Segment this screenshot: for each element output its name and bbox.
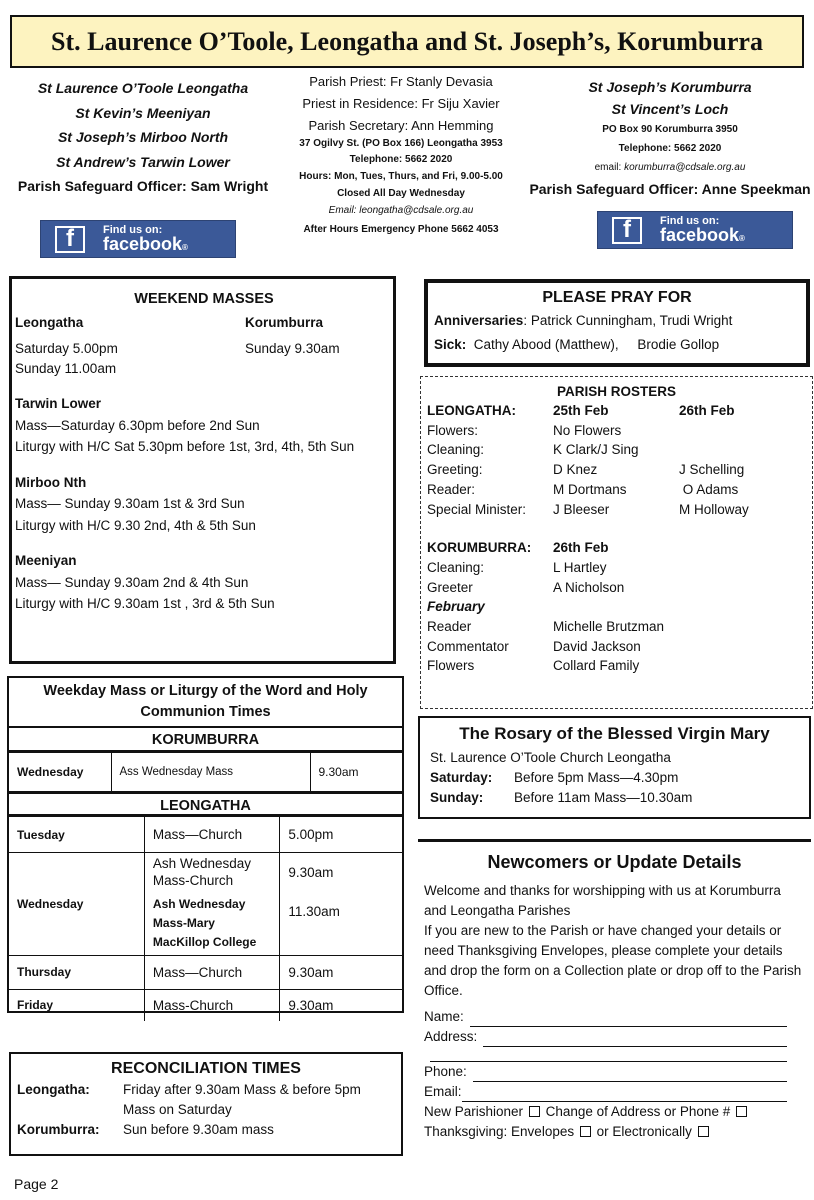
service-cell: Mass—Church xyxy=(144,817,279,853)
change-address-checkbox[interactable] xyxy=(736,1106,747,1117)
list-item xyxy=(427,460,806,480)
reconciliation-box xyxy=(9,1052,403,1156)
rosary-sunday-text: Before 11am Mass—10.30am xyxy=(514,790,693,805)
parish-rosters-box xyxy=(420,376,813,709)
phone-input-line[interactable] xyxy=(473,1067,787,1082)
thanksgiving-options xyxy=(424,1122,805,1142)
envelopes-checkbox[interactable] xyxy=(580,1126,591,1137)
weekday-title: Weekday Mass or Liturgy of the Word and Holy Communion Times xyxy=(9,678,402,728)
parish-name: St Kevin’s Meeniyan xyxy=(75,104,211,121)
phone-field[interactable] xyxy=(424,1062,805,1082)
list-item xyxy=(427,480,806,500)
roster-name: M Holloway xyxy=(679,501,749,517)
roster-leongatha-label: LEONGATHA: xyxy=(427,403,516,418)
reconciliation-korumburra-text: Sun before 9.30am mass xyxy=(123,1122,274,1137)
rosary-box xyxy=(418,716,811,819)
leongatha-weekday-table xyxy=(9,816,402,1021)
roster-role: Cleaning: xyxy=(427,442,485,458)
priest-in-residence: Priest in Residence: Fr Siju Xavier xyxy=(302,96,500,111)
please-pray-title: PLEASE PRAY FOR xyxy=(542,289,692,306)
list-item xyxy=(427,578,806,598)
thanksgiving-label: Thanksgiving: Envelopes xyxy=(424,1124,575,1139)
parish-name: St Joseph’s Mirboo North xyxy=(57,129,229,145)
electronically-checkbox[interactable] xyxy=(698,1126,709,1137)
emergency-phone: After Hours Emergency Phone 5662 4053 xyxy=(303,224,499,235)
roster-role: Cleaning: xyxy=(427,559,485,575)
table-row xyxy=(9,955,402,989)
table-row xyxy=(9,989,402,1021)
roster-name: M Dortmans xyxy=(553,481,627,497)
facebook-wordmark: facebook xyxy=(660,225,740,245)
facebook-icon: f xyxy=(55,226,85,253)
facebook-button-korumburra[interactable] xyxy=(597,211,793,249)
address-input-line-2[interactable] xyxy=(430,1047,787,1062)
roster-role: Reader xyxy=(427,619,472,635)
roster-korumburra-label: KORUMBURRA: xyxy=(427,540,532,556)
list-item xyxy=(427,637,806,657)
table-row xyxy=(9,853,402,892)
anniversaries-label: Anniversaries xyxy=(434,313,524,328)
address-field[interactable] xyxy=(424,1027,805,1047)
roster-name: A Nicholson xyxy=(553,579,625,595)
list-item xyxy=(427,440,806,460)
reconciliation-leongatha-text: Friday after 9.30am Mass & before 5pm Mass on Saturday xyxy=(123,1082,361,1117)
roster-name: Collard Family xyxy=(553,658,640,674)
name-field[interactable] xyxy=(424,1007,805,1027)
roster-february-label: February xyxy=(427,599,485,615)
time-cell: 9.30am xyxy=(310,753,402,792)
korumburra-heading: Korumburra xyxy=(245,315,324,330)
newcomers-form xyxy=(418,839,811,1151)
roster-role: Reader: xyxy=(427,481,476,497)
service-cell: Mass—Church xyxy=(144,955,279,989)
anniversaries-names: : Patrick Cunningham, Trudi Wright xyxy=(523,313,733,328)
service-cell: Ass Wednesday Mass xyxy=(111,753,310,792)
time-cell: 9.30am xyxy=(280,853,402,892)
korumburra-po-box: PO Box 90 Korumburra 3950 xyxy=(602,124,738,135)
weekend-masses-title: WEEKEND MASSES xyxy=(134,291,274,307)
page-banner xyxy=(10,15,804,68)
mirboo-liturgy: Liturgy with H/C 9.30 2nd, 4th & 5th Sun xyxy=(15,517,256,533)
office-closed: Closed All Day Wednesday xyxy=(337,188,465,199)
email-input-line[interactable] xyxy=(462,1087,787,1102)
list-item xyxy=(427,617,806,637)
newcomers-info: If you are new to the Parish or have changed your details or need Thanksgiving Envelopes, please complete your details and drop the form on a Collection plate or drop off to the Parish Office. xyxy=(424,923,802,998)
roster-name: J Bleeser xyxy=(553,501,610,517)
email-address[interactable]: korumburra@cdsale.org.au xyxy=(624,162,746,173)
meeniyan-mass: Mass— Sunday 9.30am 2nd & 4th Sun xyxy=(15,574,249,590)
weekday-times-box xyxy=(7,676,404,1013)
registered-mark: ® xyxy=(182,243,188,252)
day-cell: Wednesday xyxy=(9,853,144,956)
korumburra-email[interactable] xyxy=(526,158,814,177)
roster-name: K Clark/J Sing xyxy=(553,442,639,458)
safeguard-officer-left: Parish Safeguard Officer: Sam Wright xyxy=(17,178,269,194)
sick-names: Cathy Abood (Matthew), Brodie Gollop xyxy=(466,337,720,352)
email-field[interactable] xyxy=(424,1082,805,1102)
header-korumburra-parishes xyxy=(526,76,814,201)
new-parishioner-checkbox[interactable] xyxy=(529,1106,540,1117)
name-input-line[interactable] xyxy=(470,1012,787,1027)
time-cell: 9.30am xyxy=(280,989,402,1021)
meeniyan-liturgy: Liturgy with H/C 9.30am 1st , 3rd & 5th Sun xyxy=(15,596,275,611)
day-cell: Friday xyxy=(9,989,144,1021)
tarwin-heading: Tarwin Lower xyxy=(15,396,102,411)
rosary-church: St. Laurence O’Toole Church Leongatha xyxy=(430,750,671,765)
mirboo-heading: Mirboo Nth xyxy=(15,474,87,490)
roster-role: Greeter xyxy=(427,579,473,595)
office-address: 37 Ogilvy St. (PO Box 166) Leongatha 3953 xyxy=(299,138,503,149)
reconciliation-korumburra-label: Korumburra: xyxy=(17,1122,100,1137)
header-leongatha-parishes xyxy=(8,76,278,198)
reconciliation-leongatha-label: Leongatha: xyxy=(17,1082,90,1097)
phone-label: Phone: xyxy=(424,1064,467,1079)
roster-name: No Flowers xyxy=(553,422,622,438)
day-cell: Thursday xyxy=(9,955,144,989)
service-cell: Mass-Church xyxy=(144,989,279,1021)
roster-name: David Jackson xyxy=(553,638,641,654)
roster-role: Flowers xyxy=(427,658,475,674)
leongatha-sunday: Sunday 11.00am xyxy=(15,361,117,376)
korumburra-weekday-table xyxy=(9,752,402,792)
sick-label: Sick: xyxy=(434,337,467,352)
parish-name: St Laurence O’Toole Leongatha xyxy=(37,80,249,96)
address-label: Address: xyxy=(424,1029,478,1044)
meeniyan-heading: Meeniyan xyxy=(15,553,77,568)
roster-date-k1: 26th Feb xyxy=(553,540,609,556)
rosary-saturday-label: Saturday: xyxy=(430,770,493,785)
list-item xyxy=(427,656,806,676)
parish-name: St Andrew’s Tarwin Lower xyxy=(56,153,230,170)
leongatha-saturday: Saturday 5.00pm xyxy=(15,341,118,356)
email-label: email: xyxy=(594,162,625,173)
roster-role: Special Minister: xyxy=(427,501,527,517)
registered-mark: ® xyxy=(739,234,745,243)
office-email[interactable]: Email: leongatha@cdsale.org.au xyxy=(328,205,474,216)
roster-date-2: 26th Feb xyxy=(679,403,735,418)
facebook-find-label: Find us on: xyxy=(660,215,720,227)
service-cell: Ash Wednesday Mass-Church xyxy=(144,853,279,892)
table-row xyxy=(9,753,402,792)
address-line-2[interactable] xyxy=(424,1047,805,1062)
tarwin-liturgy: Liturgy with H/C Sat 5.30pm before 1st, 3rd, 4th, 5th Sun xyxy=(15,439,355,454)
roster-role: Greeting: xyxy=(427,462,483,478)
roster-name: L Hartley xyxy=(553,559,607,575)
roster-name: O Adams xyxy=(679,481,739,497)
safeguard-officer-right: Parish Safeguard Officer: Anne Speekman xyxy=(529,181,811,197)
rosary-saturday-text: Before 5pm Mass—4.30pm xyxy=(514,770,679,785)
office-telephone: Telephone: 5662 2020 xyxy=(349,154,453,165)
list-item xyxy=(427,500,806,520)
weekend-masses-box xyxy=(9,276,396,664)
roster-name: D Knez xyxy=(553,462,598,478)
service-cell: Ash Wednesday Mass-Mary MacKillop College xyxy=(144,891,279,955)
roster-name: J Schelling xyxy=(679,462,745,478)
parish-name: St Joseph’s Korumburra xyxy=(588,79,752,95)
change-address-label: Change of Address or Phone # xyxy=(545,1104,731,1119)
parish-secretary: Parish Secretary: Ann Hemming xyxy=(308,118,494,133)
time-cell: 9.30am xyxy=(280,955,402,989)
facebook-icon: f xyxy=(612,217,642,244)
banner-title: St. Laurence O’Toole, Leongatha and St. Joseph’s, Korumburra xyxy=(51,26,763,56)
list-item xyxy=(427,421,806,441)
day-cell: Wednesday xyxy=(9,753,111,792)
leongatha-heading: Leongatha xyxy=(15,315,84,330)
rosters-title: PARISH ROSTERS xyxy=(556,384,676,399)
rosary-sunday-label: Sunday: xyxy=(430,790,484,805)
mirboo-mass: Mass— Sunday 9.30am 1st & 3rd Sun xyxy=(15,496,245,511)
weekday-korumburra-heading: KORUMBURRA xyxy=(9,728,402,752)
name-label: Name: xyxy=(424,1009,464,1024)
roster-role: Commentator xyxy=(427,638,509,654)
roster-name: Michelle Brutzman xyxy=(553,619,665,635)
electronically-label: or Electronically xyxy=(596,1124,692,1139)
office-hours: Hours: Mon, Tues, Thurs, and Fri, 9.00-5.00 xyxy=(299,171,503,182)
korumburra-telephone: Telephone: 5662 2020 xyxy=(618,143,722,154)
page-number: Page 2 xyxy=(14,1176,59,1192)
facebook-find-label: Find us on: xyxy=(103,224,163,236)
time-cell: 5.00pm xyxy=(280,817,402,853)
roster-role: Flowers: xyxy=(427,422,479,438)
list-item xyxy=(427,558,806,578)
reconciliation-title: RECONCILIATION TIMES xyxy=(111,1060,301,1077)
new-parishioner-label: New Parishioner xyxy=(424,1104,524,1119)
email-label: Email: xyxy=(424,1084,462,1099)
parishioner-options xyxy=(424,1102,805,1122)
day-cell: Tuesday xyxy=(9,817,144,853)
tarwin-mass: Mass—Saturday 6.30pm before 2nd Sun xyxy=(15,417,260,433)
rosary-title: The Rosary of the Blessed Virgin Mary xyxy=(459,724,770,743)
roster-date-1: 25th Feb xyxy=(553,403,609,418)
time-cell: 11.30am xyxy=(280,891,402,955)
newcomers-welcome: Welcome and thanks for worshipping with us at Korumburra and Leongatha Parishes xyxy=(424,883,781,918)
newcomers-title: Newcomers or Update Details xyxy=(487,852,742,872)
facebook-button-leongatha[interactable] xyxy=(40,220,236,258)
address-input-line[interactable] xyxy=(483,1032,787,1047)
facebook-wordmark: facebook xyxy=(103,234,183,254)
table-row xyxy=(9,817,402,853)
header-parish-contacts xyxy=(282,71,520,241)
weekday-leongatha-heading: LEONGATHA xyxy=(9,792,402,816)
parish-priest: Parish Priest: Fr Stanly Devasia xyxy=(309,74,493,89)
korumburra-sunday: Sunday 9.30am xyxy=(245,341,340,356)
please-pray-box xyxy=(424,279,810,367)
parish-name: St Vincent’s Loch xyxy=(611,101,729,117)
